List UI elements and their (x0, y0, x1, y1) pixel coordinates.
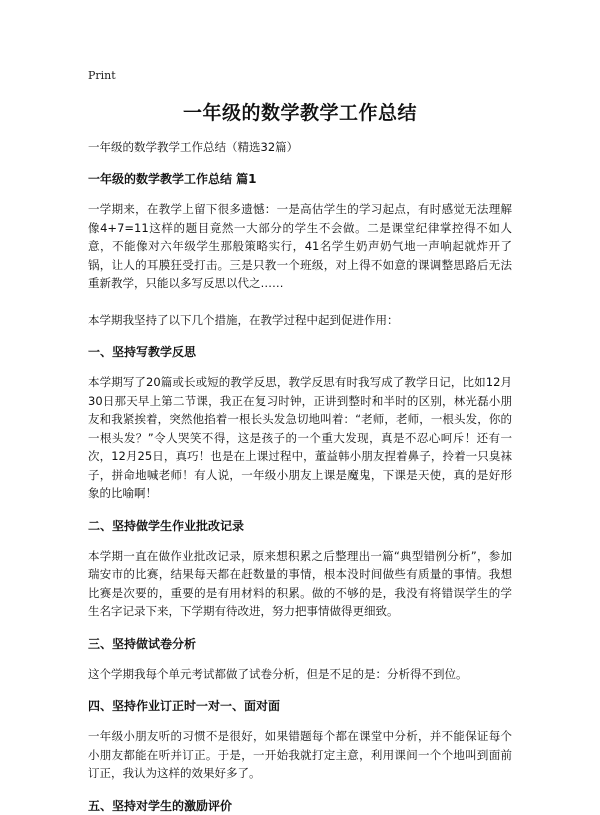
heading-encouragement: 五、坚持对学生的激励评价 (88, 798, 233, 813)
paragraph-homework-record: 本学期一直在做作业批改记录，原来想积累之后整理出一篇“典型错例分析”，参加瑞安市的比赛，结果每天都在赶数量的事情，根本没时间做些有质量的事情。我想比赛是次要的，重要的是有用材料的积累。做的不够的是，我没有将错误学生的学生名字记录下来，下学期有待改进，努力把事情做得更细致。 (88, 548, 512, 618)
heading-reflection: 一、坚持写教学反思 (88, 345, 197, 359)
heading-homework-record: 二、坚持做学生作业批改记录 (88, 518, 245, 533)
paragraph-test-analysis: 这个学期我每个单元考试都做了试卷分析，但是不足的是：分析得不到位。 (88, 666, 468, 681)
paragraph-measures: 本学期我坚持了以下几个措施，在教学过程中起到促进作用： (88, 312, 399, 327)
paragraph-one-on-one: 一年级小朋友听的习惯不是很好，如果错题每个都在课堂中分析，并不能保证每个小朋友都能在听并订正。于是，一开始我就打定主意，利用课间一个个地叫到面前订正，我认为这样的效果好多了。 (88, 729, 512, 780)
heading-test-analysis: 三、坚持做试卷分析 (88, 636, 197, 651)
page-title: 一年级的数学教学工作总结 (182, 102, 417, 124)
paragraph-intro: 一学期来，在教学上留下很多遗憾：一是高估学生的学习起点，有时感觉无法理解像4+7=11这样的题目竟然一大部分的学生不会做。二是课堂纪律掌控得不如人意，不能像对六年级学生那般策略实行，41名学生奶声奶气地一声响起就炸开了锅，让人的耳膜狂受打击。三是只教一个班级，对上得不如意的课调整思路后无法重新教学，只能以多写反思以代之…… (88, 202, 512, 290)
section-title: 一年级的数学教学工作总结 篇1 (88, 172, 257, 186)
heading-one-on-one: 四、坚持作业订正时一对一、面对面 (88, 699, 281, 713)
paragraph-reflection: 本学期写了20篇或长或短的教学反思，教学反思有时我写成了教学日记，比如12月30日那天早上第二节课，我正在复习时钟，正讲到整时和半时的区别，林光磊小朋友和我紧挨着，突然他掐着一根长头发急切地叫着：“老师，老师，一根头发，你的一根头发？”令人哭笑不得，这是孩子的一个重大发现，真是不忍心呵斥！还有一次，12月25日，真巧！也是在上课过程中，董益韩小朋友捏着鼻子，拎着一只臭袜子，拼命地喊老师！有人说，一年级小朋友上课是魔鬼，下课是天使，真的是好形象的比喻啊！ (88, 375, 512, 500)
document-subtitle: 一年级的数学教学工作总结（精选32篇） (88, 140, 299, 154)
print-link[interactable]: Print (88, 69, 116, 82)
